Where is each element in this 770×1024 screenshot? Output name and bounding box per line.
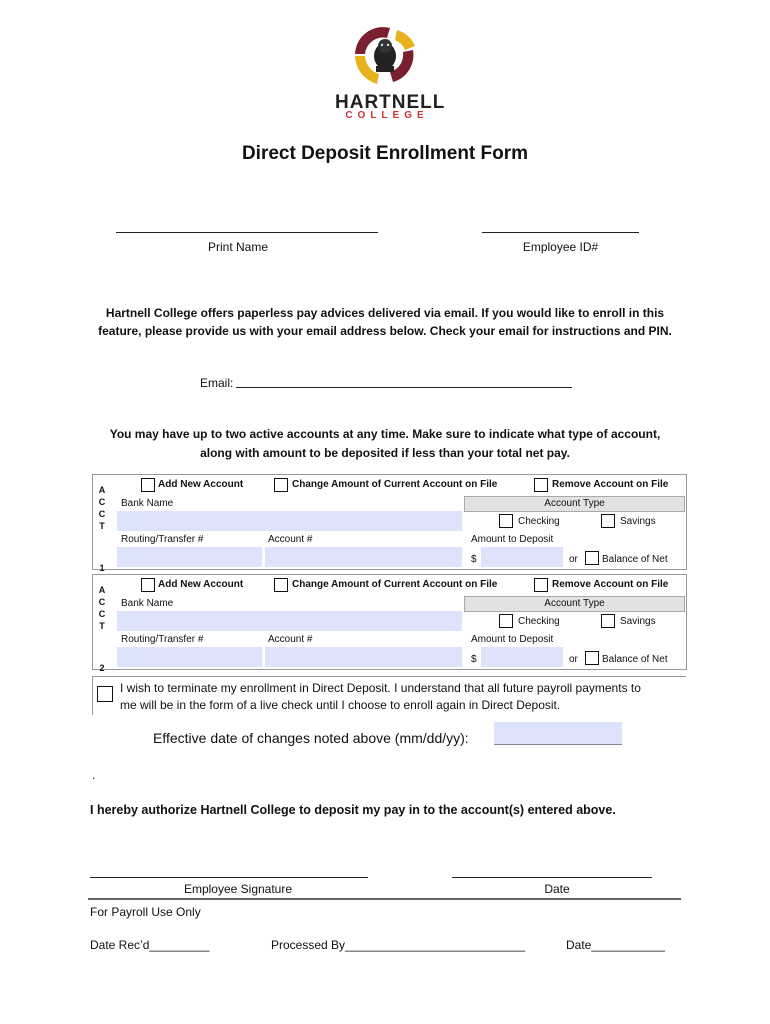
account-1-amount-label: Amount to Deposit xyxy=(471,534,554,545)
account-1-balance-label: Balance of Net xyxy=(602,554,668,565)
account-1-checking-checkbox[interactable] xyxy=(499,514,513,528)
account-1-letters: A C C T 1 xyxy=(95,484,109,574)
employee-id-label: Employee ID# xyxy=(522,240,599,254)
payroll-heading: For Payroll Use Only xyxy=(90,905,201,919)
logo-subwordmark: COLLEGE xyxy=(345,110,429,121)
employee-signature-line[interactable] xyxy=(90,865,368,878)
account-2-number: 2 xyxy=(99,663,105,673)
account-2-remove-checkbox[interactable] xyxy=(534,578,548,592)
account-1-balance-checkbox[interactable] xyxy=(585,551,599,565)
account-2-checking-label: Checking xyxy=(518,616,560,627)
account-1-amount-input[interactable] xyxy=(481,547,563,567)
account-1-add-label: Add New Account xyxy=(158,479,244,490)
account-1-savings-label: Savings xyxy=(620,516,656,527)
account-2-savings-label: Savings xyxy=(620,616,656,627)
terminate-line-2: me will be in the form of a live check until I choose to enroll again in Direct Deposit. xyxy=(120,698,561,712)
account-1-or-label: or xyxy=(569,554,578,565)
processed-by-field[interactable]: Processed By___________________________ xyxy=(271,938,526,952)
account-2-routing-input[interactable] xyxy=(117,647,262,667)
account-1-dollar-sign: $ xyxy=(471,554,477,565)
college-logo xyxy=(335,24,446,124)
account-2-add-checkbox[interactable] xyxy=(141,578,155,592)
print-name-label: Print Name xyxy=(207,240,269,254)
payroll-divider xyxy=(88,898,681,900)
account-1-add-checkbox[interactable] xyxy=(141,478,155,492)
account-2-bank-name-input[interactable] xyxy=(117,611,462,631)
account-2-account-no-label: Account # xyxy=(268,634,313,645)
page-title: Direct Deposit Enrollment Form xyxy=(241,143,529,164)
panther-emblem-icon xyxy=(335,24,435,90)
account-2-routing-label: Routing/Transfer # xyxy=(121,634,204,645)
payroll-date-field[interactable]: Date___________ xyxy=(566,938,665,952)
account-1-change-checkbox[interactable] xyxy=(274,478,288,492)
account-1-bank-name-label: Bank Name xyxy=(121,498,174,509)
print-name-line[interactable] xyxy=(116,220,378,233)
employee-signature-label: Employee Signature xyxy=(183,882,293,896)
account-1-change-label: Change Amount of Current Account on File xyxy=(292,479,498,490)
account-2-letters: A C C T 2 xyxy=(95,584,109,674)
terminate-checkbox[interactable] xyxy=(97,686,113,702)
account-2-change-checkbox[interactable] xyxy=(274,578,288,592)
signature-date-label: Date xyxy=(544,882,570,896)
account-2-balance-label: Balance of Net xyxy=(602,654,668,665)
account-2-bank-name-label: Bank Name xyxy=(121,598,174,609)
account-1-remove-checkbox[interactable] xyxy=(534,478,548,492)
employee-id-line[interactable] xyxy=(482,220,639,233)
account-1-remove-label: Remove Account on File xyxy=(552,479,669,490)
account-1-type-label: Account Type xyxy=(544,498,605,509)
authorization-statement: I hereby authorize Hartnell College to deposit my pay in to the account(s) entered above. xyxy=(90,803,616,817)
account-1-bank-name-input[interactable] xyxy=(117,511,462,531)
logo-wordmark: HARTNELL xyxy=(335,92,446,113)
account-1-number: 1 xyxy=(99,563,105,573)
email-label: Email: xyxy=(200,376,234,390)
account-1-routing-input[interactable] xyxy=(117,547,262,567)
signature-date-line[interactable] xyxy=(452,865,652,878)
email-field[interactable] xyxy=(236,373,572,388)
account-2-type-label: Account Type xyxy=(544,598,605,609)
account-1-savings-checkbox[interactable] xyxy=(601,514,615,528)
stray-dot: . xyxy=(92,768,96,782)
terminate-line-1: I wish to terminate my enrollment in Direct Deposit. I understand that all future payroll payments to xyxy=(120,681,641,695)
account-2-balance-checkbox[interactable] xyxy=(585,651,599,665)
account-2-amount-input[interactable] xyxy=(481,647,563,667)
account-1-account-input[interactable] xyxy=(265,547,462,567)
account-2-or-label: or xyxy=(569,654,578,665)
account-2-savings-checkbox[interactable] xyxy=(601,614,615,628)
effective-date-input[interactable] xyxy=(494,722,622,745)
accounts-note-1: You may have up to two active accounts at any time. Make sure to indicate what type of account, xyxy=(109,427,661,441)
account-1-checking-label: Checking xyxy=(518,516,560,527)
account-1-account-no-label: Account # xyxy=(268,534,313,545)
intro-line-1: Hartnell College offers paperless pay advices delivered via email. If you would like to enroll in this xyxy=(105,306,665,320)
account-2-remove-label: Remove Account on File xyxy=(552,579,669,590)
account-2-dollar-sign: $ xyxy=(471,654,477,665)
intro-line-2: feature, please provide us with your email address below. Check your email for instructions and PIN. xyxy=(98,324,672,338)
account-2-add-label: Add New Account xyxy=(158,579,244,590)
account-1-routing-label: Routing/Transfer # xyxy=(121,534,204,545)
account-2-checking-checkbox[interactable] xyxy=(499,614,513,628)
date-received-field[interactable]: Date Rec’d_________ xyxy=(90,938,210,952)
accounts-note-2: along with amount to be deposited if less than your total net pay. xyxy=(200,446,570,460)
effective-date-label: Effective date of changes noted above (mm/dd/yy): xyxy=(153,730,469,746)
account-2-change-label: Change Amount of Current Account on File xyxy=(292,579,498,590)
account-2-amount-label: Amount to Deposit xyxy=(471,634,554,645)
account-2-account-input[interactable] xyxy=(265,647,462,667)
